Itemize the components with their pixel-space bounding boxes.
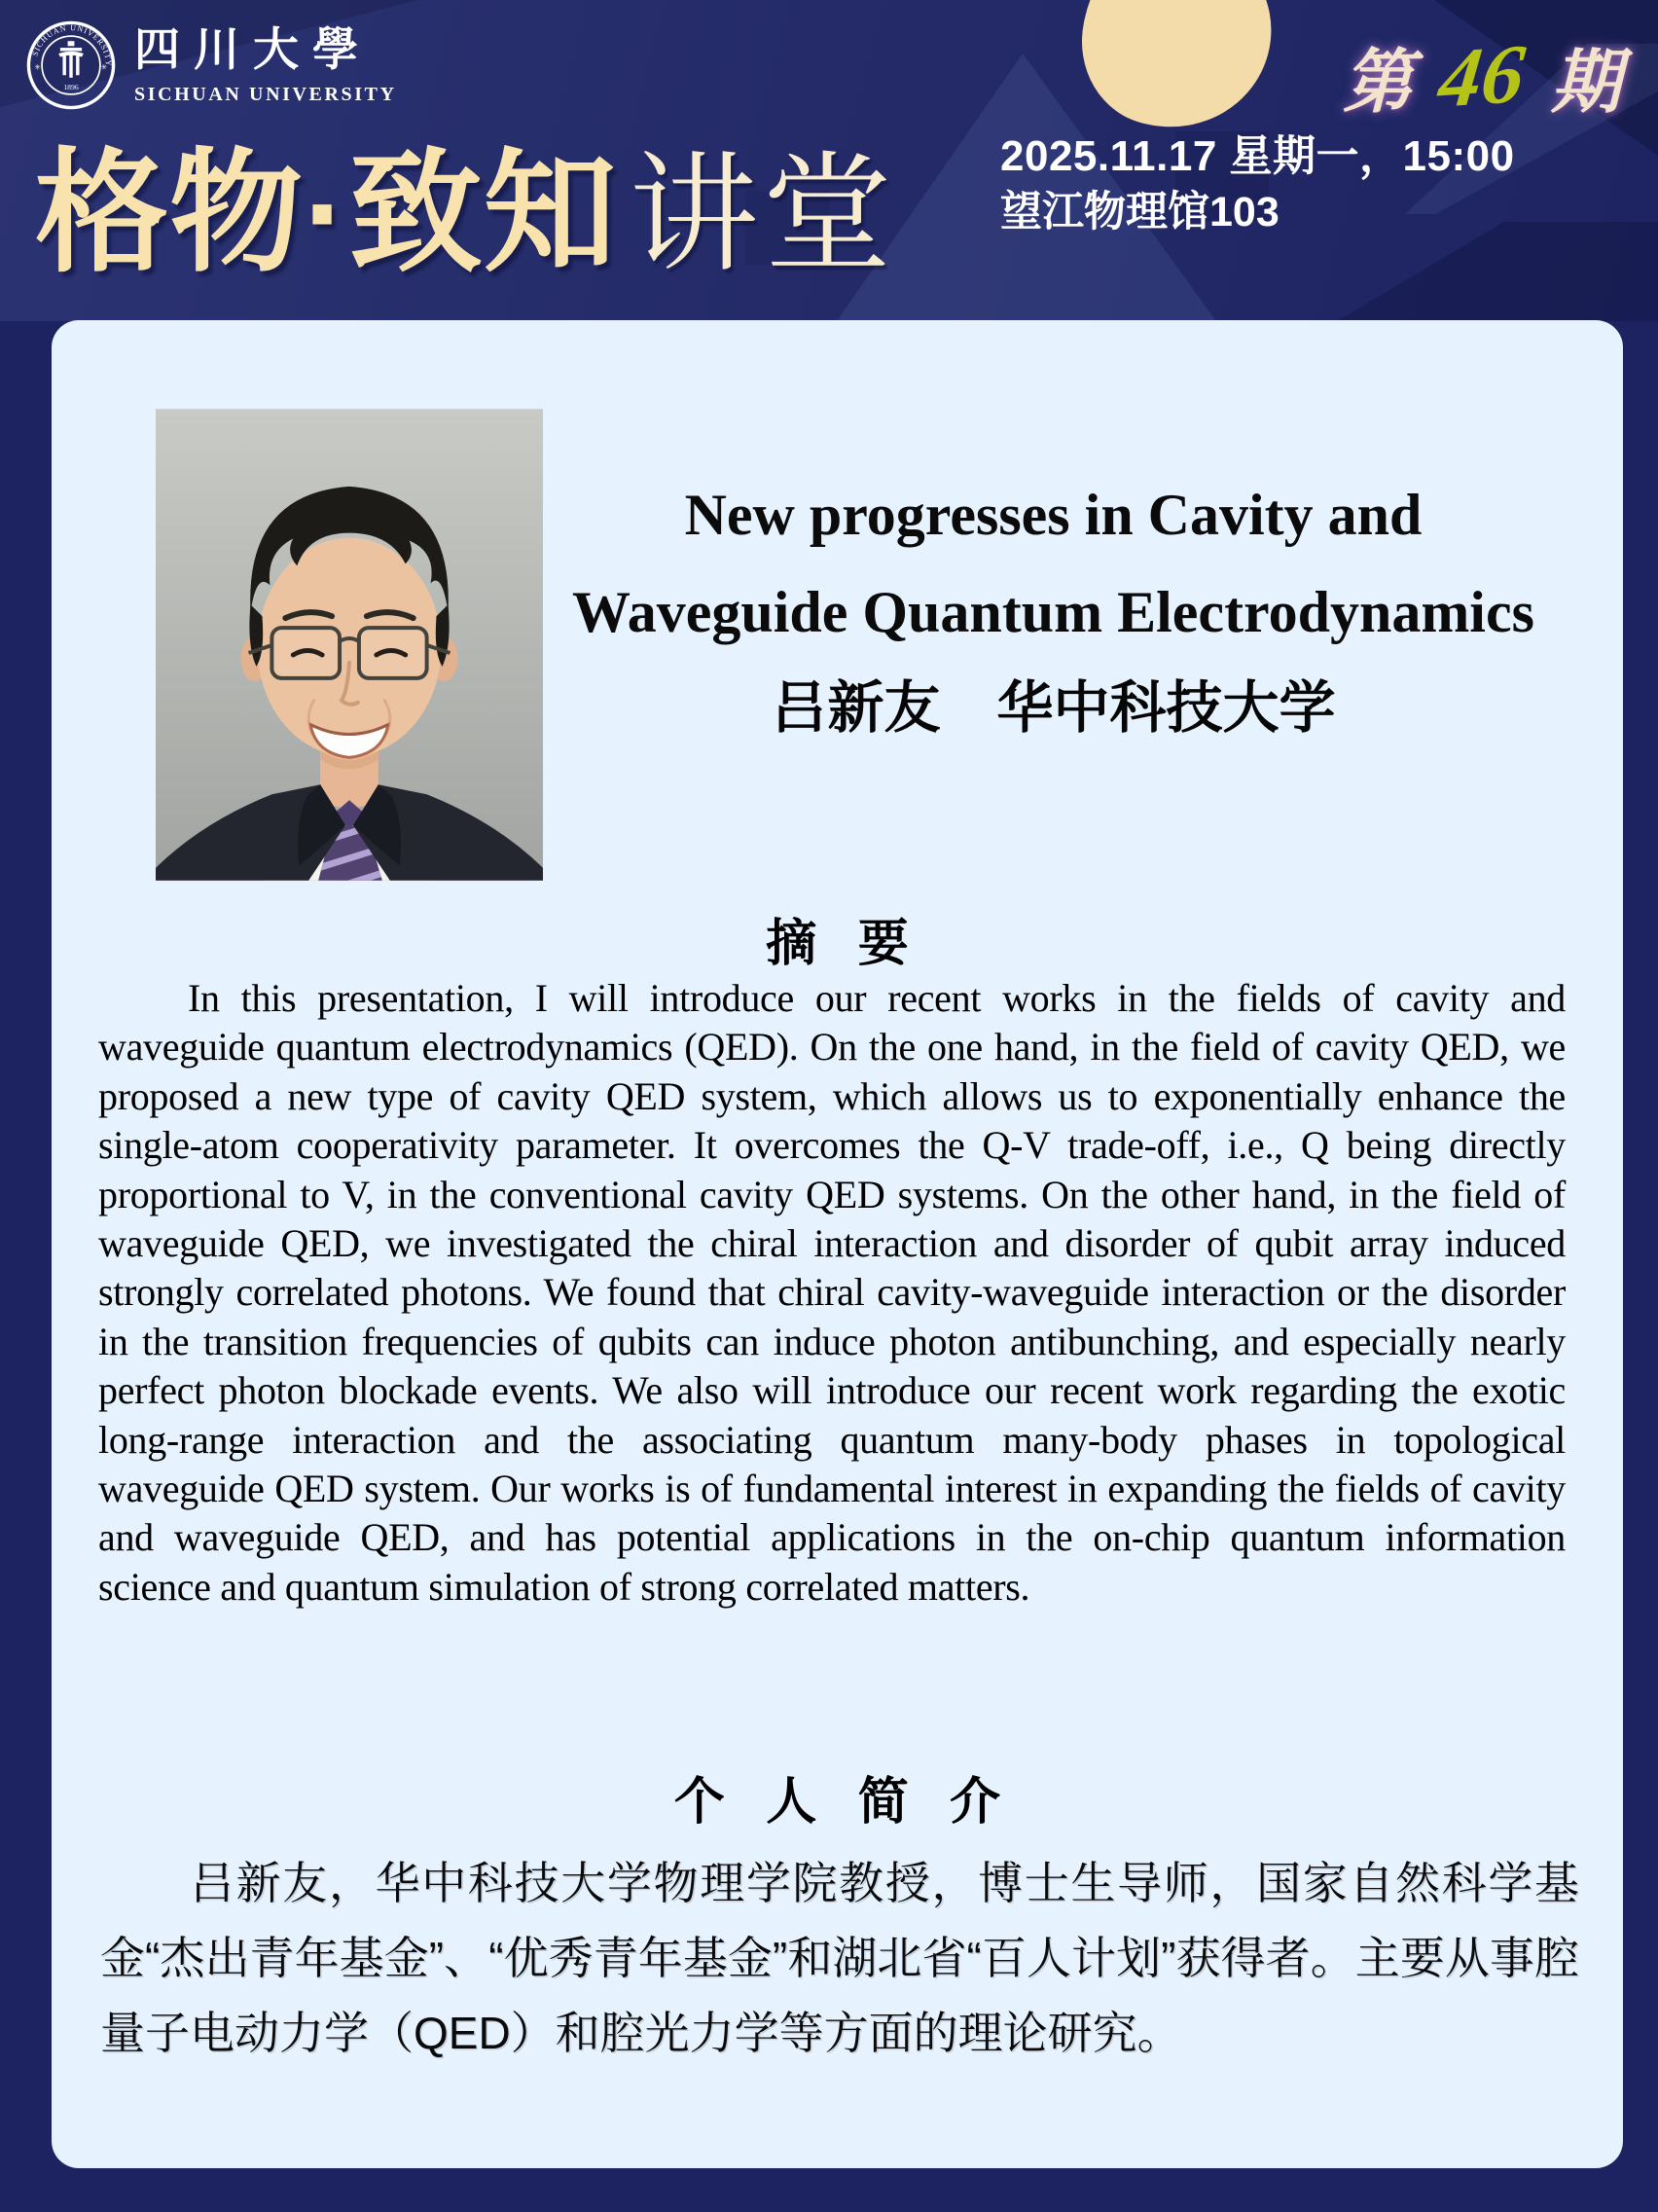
issue-prefix: 第 (1343, 44, 1414, 122)
series-title-suffix: 讲堂 (629, 143, 896, 287)
abstract-heading: 摘 要 (766, 916, 922, 972)
abstract-text: In this presentation, I will introduce our recent works in the fields of cavity and waveguide quantum electrodynamics (QED). On the one hand, in the field of cavity QED, we proposed a new type of cavity QED system, which allows us to exponentially enhance the single-atom cooperativity parameter. It overcomes the Q-V trade-off, i.e., Q being directly proportional to V, in the conventional cavity QED systems. On the other hand, in the field of waveguide QED, we investigated the chiral interaction and disorder of qubit array induced strongly correlated photons. We found that chiral cavity-waveguide interaction or the disorder in the transition frequencies of qubits can induce photon antibunching, and especially nearly perfect photon blockade events. We also will introduce our recent work regarding the exotic long-range interaction and the associating quantum many-body phases in topological waveguide QED system. Our works is of fundamental interest in expanding the fields of cavity and waveguide QED, and has potential applications in the on-chip quantum information science and quantum simulation of strong correlated matters. (98, 976, 1566, 1609)
university-wordmark (134, 19, 397, 106)
talk-title-line1: New progresses in Cavity and (684, 483, 1423, 547)
content-card (52, 320, 1623, 2168)
series-title-main: 格物·致知 (35, 139, 618, 288)
event-datetime: 2025.11.17 星期一，15:00 (1000, 132, 1515, 180)
university-logo (25, 19, 397, 111)
seal-star-right: ✳ (100, 62, 108, 72)
seal-star-left: ✳ (34, 62, 41, 72)
poster-header (0, 0, 1658, 321)
event-when-where (1000, 130, 1515, 237)
decorative-cream-blob (1066, 0, 1289, 146)
seal-year-text: 1896 (63, 82, 79, 91)
bio-heading: 个 人 简 介 (673, 1774, 1015, 1831)
seal-emblem (58, 41, 84, 78)
speaker-name-affiliation: 吕新友 华中科技大学 (771, 676, 1336, 740)
bio-text: 吕新友，华中科技大学物理学院教授，博士生导师，国家自然科学基金“杰出青年基金”、“优秀青年基金”和湖北省“百人计划”获得者。主要从事腔量子电动力学（QED）和腔光力学等方面的理论研究。 (100, 1858, 1579, 2058)
issue-number-value: 46 (1434, 26, 1530, 126)
series-title (35, 139, 896, 288)
talk-title-line2: Waveguide Quantum Electrodynamics (572, 580, 1534, 644)
university-name-cn: 四川大學 (134, 25, 372, 76)
issue-number (1343, 25, 1621, 127)
university-name-en: SICHUAN UNIVERSITY (134, 84, 397, 105)
issue-suffix: 期 (1551, 44, 1622, 122)
speaker-photo (156, 408, 543, 882)
seal-ring-text: SICHUAN UNIVERSITY (30, 22, 114, 67)
sichuan-university-seal-icon (25, 19, 117, 111)
talk-title-block (491, 466, 1615, 743)
event-location: 望江物理馆103 (1000, 189, 1280, 236)
